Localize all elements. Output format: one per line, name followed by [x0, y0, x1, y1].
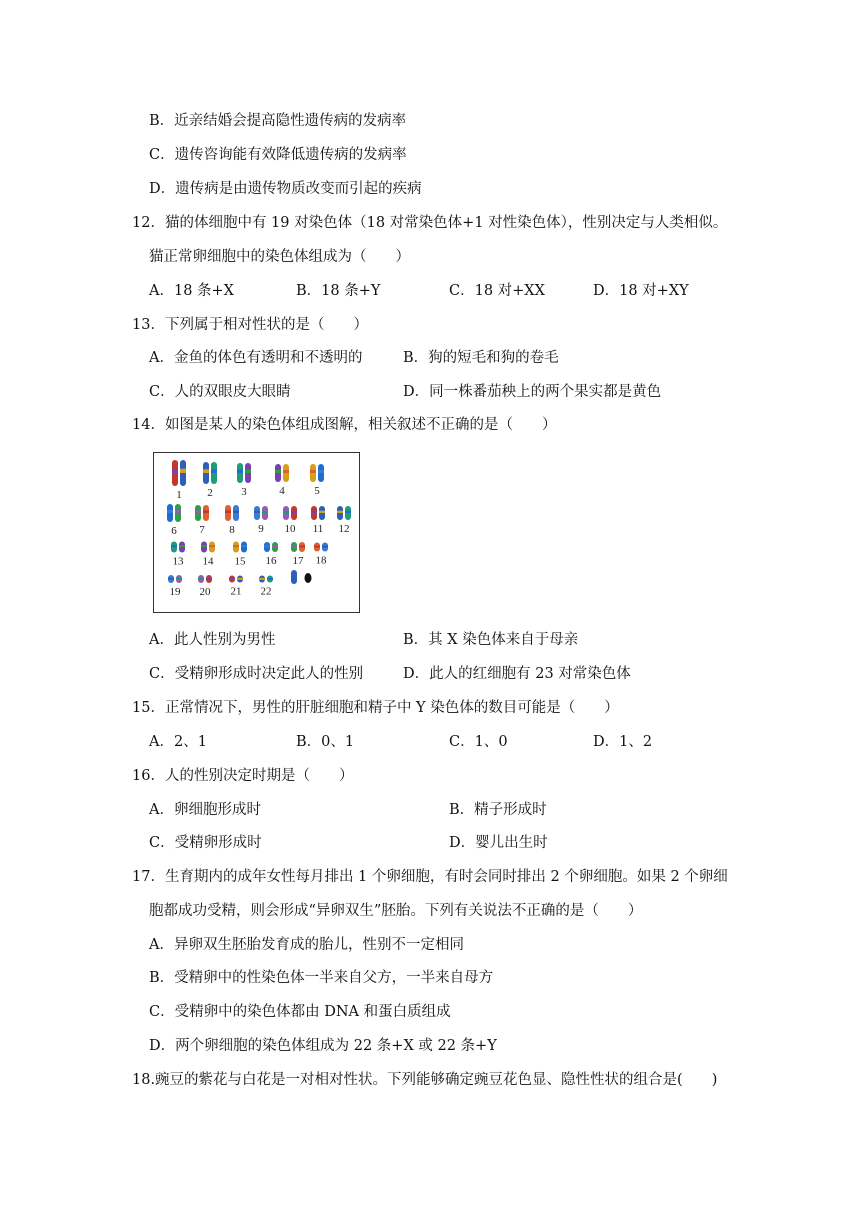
q17-option-a: A．异卵双生胚胎发育成的胎儿，性别不一定相同: [149, 937, 464, 953]
q14-option-c: C．受精卵形成时决定此人的性别: [149, 666, 364, 682]
q11-option-c: C．遗传咨询能有效降低遗传病的发病率: [149, 147, 407, 163]
chromosome-band: [206, 578, 212, 580]
chromosome-band: [237, 578, 243, 580]
karyotype-number-label: 1: [176, 489, 182, 501]
karyotype-number-label: 12: [338, 523, 350, 535]
chromosome-band: [283, 511, 289, 513]
chromosome-pair: [167, 504, 181, 522]
chromosome-band: [233, 545, 239, 547]
chromosome-band: [262, 511, 268, 513]
chromosome-band: [237, 470, 243, 473]
q13-option-c: C．人的双眼皮大眼睛: [149, 384, 291, 400]
q17-option-d: D．两个卵细胞的染色体组成为 22 条+X 或 22 条+Y: [149, 1038, 497, 1054]
karyotype-number-label: 22: [260, 585, 272, 598]
karyotype-number-label: 15: [234, 555, 246, 568]
q15-option-d: D．1、2: [593, 734, 653, 750]
chromosome-band: [283, 470, 289, 473]
chromosome-pair: [171, 542, 185, 553]
q16-option-d: D．婴儿出生时: [449, 835, 548, 851]
chromosome-pair: [291, 542, 305, 552]
q17-option-b: B．受精卵中的性染色体一半来自父方，一半来自母方: [149, 970, 494, 986]
chromosome-band: [172, 469, 178, 473]
q12-stem-line2: 猫正常卵细胞中的染色体组成为（ ）: [149, 249, 410, 265]
chromosome-band: [203, 510, 209, 513]
karyotype-number-label: 6: [171, 525, 177, 537]
chromosome-band: [337, 511, 343, 513]
q12-stem-line1: 12．猫的体细胞中有 19 对染色体（18 对常染色体+1 对性染色体），性别决定与人类相似。: [132, 215, 728, 231]
chromosome-pair: [237, 463, 251, 483]
q15-option-c: C．1、0: [449, 734, 508, 750]
karyotype-number-label: 11: [312, 523, 324, 535]
chromosome-band: [291, 545, 297, 547]
chromosome-band: [168, 578, 174, 580]
karyotype-number-label: 10: [284, 523, 296, 535]
karyotype-number-label: 4: [279, 485, 285, 497]
karyotype-number-label: 9: [258, 523, 264, 535]
q17-option-c: C．受精卵中的染色体都由 DNA 和蛋白质组成: [149, 1004, 451, 1020]
karyotype-number-label: 5: [314, 485, 320, 497]
karyotype-figure: [153, 452, 360, 613]
karyotype-number-label: 2: [207, 487, 213, 499]
x-chromosome: [291, 570, 297, 584]
karyotype-number-label: 13: [172, 555, 184, 568]
karyotype-number-label: 18: [315, 554, 327, 567]
chromosome-band: [225, 510, 231, 513]
chromosome-band: [195, 510, 201, 513]
chromosome-pair: [201, 542, 215, 553]
chromosome-pair: [225, 505, 239, 521]
y-chromosome: [305, 573, 312, 583]
chromosome-band: [209, 545, 215, 547]
q16-option-b: B．精子形成时: [449, 802, 547, 818]
chromosome-pair: [198, 575, 212, 583]
q14-option-a: A．此人性别为男性: [149, 632, 276, 648]
q11-option-b: B．近亲结婚会提高隐性遗传病的发病率: [149, 113, 407, 129]
chromosome-pair: [310, 464, 324, 482]
chromosome-band: [245, 470, 251, 473]
chromosome-band: [319, 511, 325, 513]
chromosome-band: [176, 578, 182, 580]
chromosome-pair: [264, 542, 278, 552]
chromosome-band: [211, 469, 217, 473]
q15-option-a: A．2、1: [149, 734, 207, 750]
chromosome-band: [310, 470, 316, 473]
karyotype-number-label: 19: [169, 586, 181, 598]
karyotype-number-label: 14: [202, 555, 214, 568]
karyotype-number-label: 21: [230, 585, 242, 598]
chromosome-band: [318, 470, 324, 473]
chromosome-band: [241, 545, 247, 547]
q18-stem: 18.豌豆的紫花与白花是一对相对性状。下列能够确定豌豆花色显、隐性性状的组合是( ): [132, 1072, 718, 1088]
chromosome-band: [275, 470, 281, 473]
q12-option-a: A．18 条+X: [149, 283, 235, 299]
chromosome-band: [201, 545, 207, 547]
q13-option-a: A．金鱼的体色有透明和不透明的: [149, 350, 363, 366]
q13-option-d: D．同一株番茄秧上的两个果实都是黄色: [403, 384, 662, 400]
chromosome-band: [299, 545, 305, 547]
q12-option-c: C．18 对+XX: [449, 283, 545, 299]
chromosome-band: [311, 511, 317, 513]
q12-option-b: B．18 条+Y: [296, 283, 381, 299]
chromosome-band: [229, 578, 235, 580]
q16-option-c: C．受精卵形成时: [149, 835, 262, 851]
karyotype-number-label: 17: [292, 555, 304, 567]
chromosome-band: [167, 510, 173, 513]
chromosome-band: [198, 578, 204, 580]
q17-stem-line1: 17．生育期内的成年女性每月排出 1 个卵细胞，有时会同时排出 2 个卵细胞。如果 2 个卵细: [132, 869, 728, 885]
chromosome-band: [254, 511, 260, 513]
q15-option-b: B．0、1: [296, 734, 355, 750]
q11-option-d: D．遗传病是由遗传物质改变而引起的疾病: [149, 181, 422, 197]
q13-option-b: B．狗的短毛和狗的卷毛: [403, 350, 559, 366]
chromosome-pair: [195, 505, 209, 521]
chromosome-band: [171, 545, 177, 547]
chromosome-pair: [233, 542, 247, 553]
chromosome-band: [203, 469, 209, 473]
chromosome-pair: [275, 464, 289, 482]
chromosome-band: [272, 545, 278, 547]
chromosome-band: [322, 546, 328, 548]
chromosome-pair: [203, 462, 217, 484]
chromosome-pair: [259, 576, 273, 583]
q14-option-d: D．此人的红细胞有 23 对常染色体: [403, 666, 631, 682]
chromosome-pair: [229, 576, 243, 583]
karyotype-number-label: 20: [199, 586, 211, 598]
q14-stem: 14．如图是某人的染色体组成图解，相关叙述不正确的是（ ）: [132, 417, 557, 433]
chromosome-pair: [172, 460, 186, 486]
q16-stem: 16．人的性别决定时期是（ ）: [132, 768, 354, 784]
karyotype-number-label: 8: [229, 524, 235, 536]
q14-option-b: B．其 X 染色体来自于母亲: [403, 632, 579, 648]
chromosome-band: [180, 469, 186, 473]
karyotype-number-label: 16: [265, 555, 277, 567]
chromosome-pair: [283, 506, 297, 520]
chromosome-pair: [337, 506, 351, 520]
chromosome-pair: [314, 543, 328, 552]
karyotype-number-label: 7: [199, 524, 205, 536]
q17-stem-line2: 胞都成功受精，则会形成“异卵双生”胚胎。下列有关说法不正确的是（ ）: [149, 903, 643, 919]
chromosome-pair: [254, 506, 268, 520]
q15-stem: 15．正常情况下，男性的肝脏细胞和精子中 Y 染色体的数目可能是（ ）: [132, 700, 619, 716]
sex-chromosomes: [291, 570, 312, 584]
chromosome-band: [345, 511, 351, 513]
q12-option-d: D．18 对+XY: [593, 283, 689, 299]
chromosome-band: [175, 510, 181, 513]
karyotype-diagram: [154, 453, 359, 612]
chromosome-band: [259, 578, 265, 580]
chromosome-pair: [311, 506, 325, 520]
chromosome-band: [264, 545, 270, 547]
karyotype-number-label: 3: [241, 486, 247, 498]
chromosome-band: [314, 546, 320, 548]
chromosome-band: [291, 511, 297, 513]
chromosome-pair: [168, 575, 182, 583]
chromosome-band: [179, 545, 185, 547]
q16-option-a: A．卵细胞形成时: [149, 802, 261, 818]
q13-stem: 13．下列属于相对性状的是（ ）: [132, 317, 368, 333]
chromosome-band: [267, 578, 273, 580]
chromosome-band: [233, 510, 239, 513]
